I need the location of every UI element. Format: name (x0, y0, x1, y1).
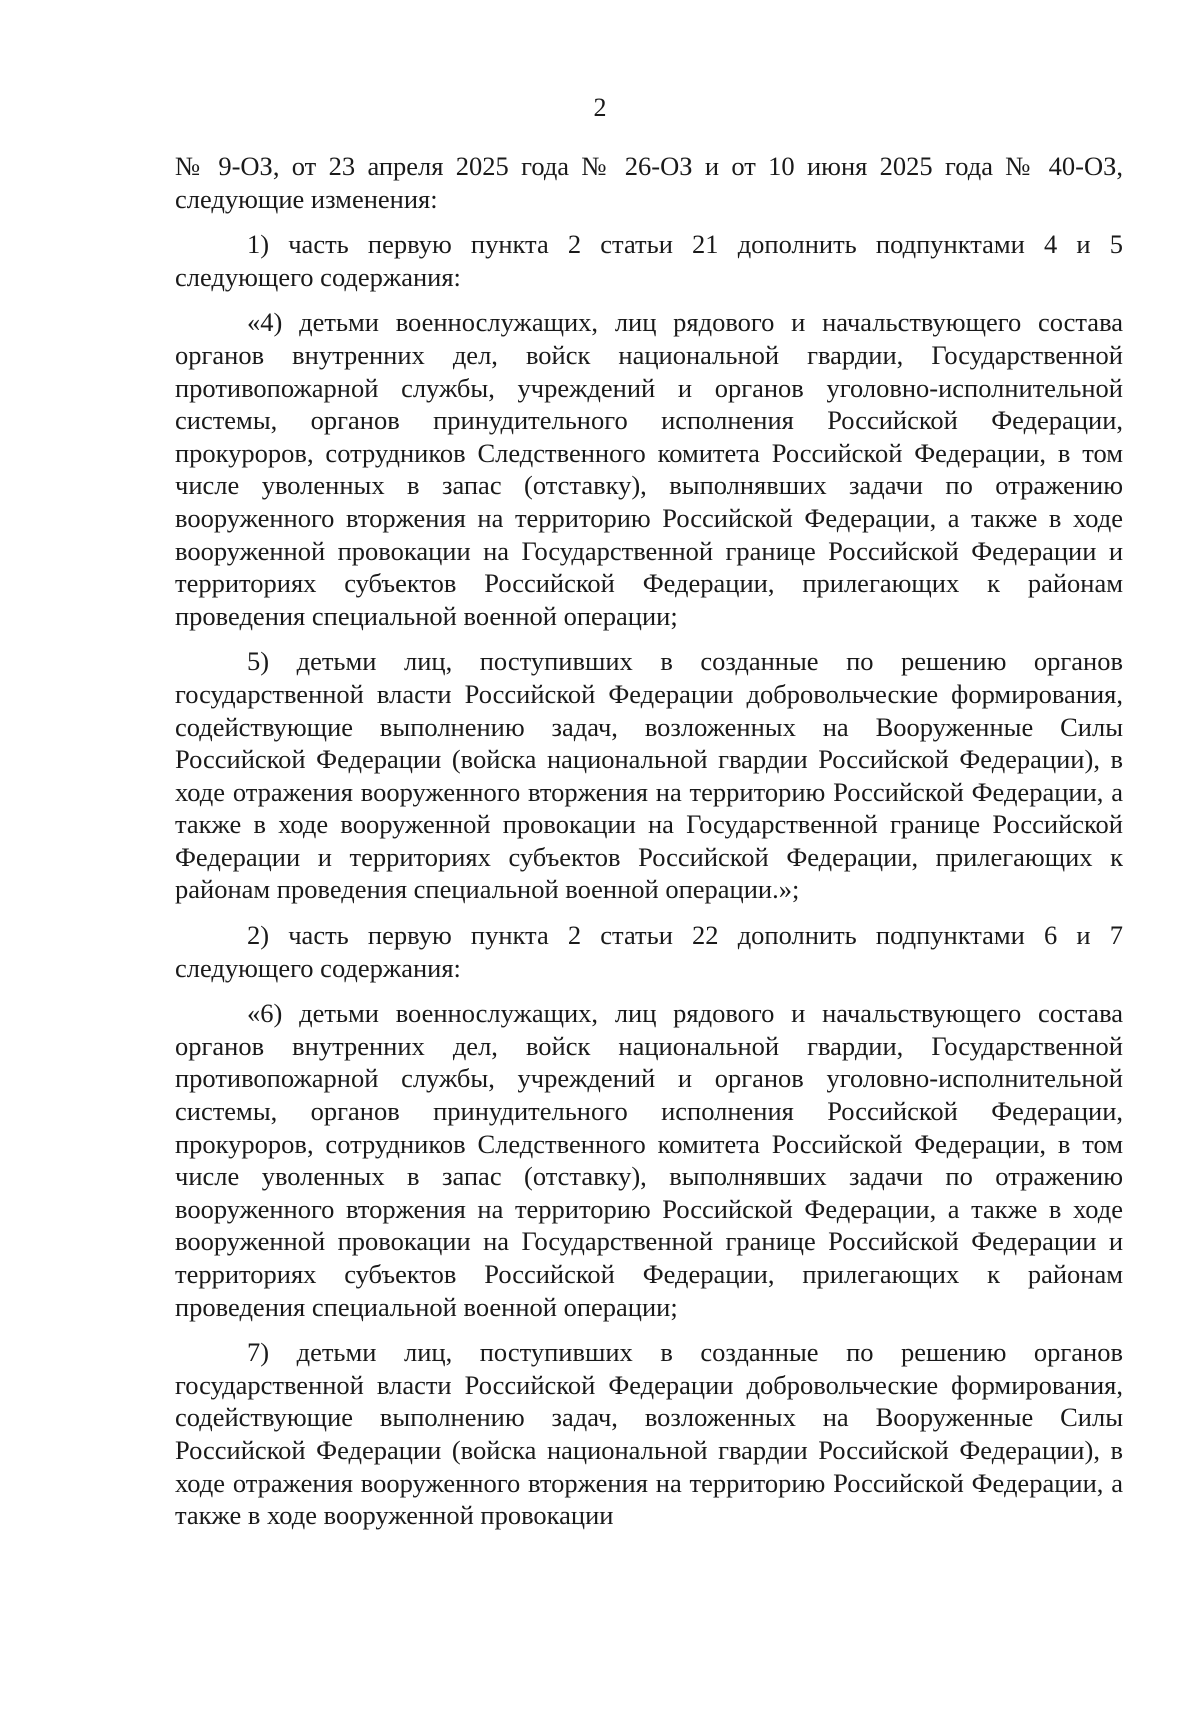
page-number: 2 (593, 93, 607, 122)
paragraph-item-2: 2) часть первую пункта 2 статьи 22 дополнить подпунктами 6 и 7 следующего содержания: (175, 920, 1123, 983)
paragraph-subitem-4: «4) детьми военнослужащих, лиц рядового и начальствующего состава органов внутренних дел, войск национальной гвардии, Государственной противопожарной службы, учреждений и органов уголовно-исполнительной системы, органов принудительного исполнения Российской Федерации, прокуроров, сотрудников Следственного комитета Российской Федерации, в том числе уволенных в запас (отставку), выполнявших задачи по отражению вооруженного вторжения на территорию Российской Федерации, а также в ходе вооруженной провокации на Государственной границе Российской Федерации и территориях субъектов Российской Федерации, прилегающих к районам проведения специальной военной операции; (175, 307, 1123, 631)
paragraph-continuation: № 9-ОЗ, от 23 апреля 2025 года № 26-ОЗ и от 10 июня 2025 года № 40-ОЗ, следующие изменения: (175, 151, 1123, 214)
paragraph-subitem-5: 5) детьми лиц, поступивших в созданные по решению органов государственной власти Российской Федерации добровольческие формирования, содействующие выполнению задач, возложенных на Вооруженные Силы Российской Федерации (войска национальной гвардии Российской Федерации), в ходе отражения вооруженного вторжения на территорию Российской Федерации, а также в ходе вооруженной провокации на Государственной границе Российской Федерации и территориях субъектов Российской Федерации, прилегающих к районам проведения специальной военной операции.»; (175, 646, 1123, 905)
paragraph-subitem-6: «6) детьми военнослужащих, лиц рядового и начальствующего состава органов внутренних дел, войск национальной гвардии, Государственной противопожарной службы, учреждений и органов уголовно-исполнительной системы, органов принудительного исполнения Российской Федерации, прокуроров, сотрудников Следственного комитета Российской Федерации, в том числе уволенных в запас (отставку), выполнявших задачи по отражению вооруженного вторжения на территорию Российской Федерации, а также в ходе вооруженной провокации на Государственной границе Российской Федерации и территориях субъектов Российской Федерации, прилегающих к районам проведения специальной военной операции; (175, 998, 1123, 1322)
paragraph-subitem-7: 7) детьми лиц, поступивших в созданные по решению органов государственной власти Российской Федерации добровольческие формирования, содействующие выполнению задач, возложенных на Вооруженные Силы Российской Федерации (войска национальной гвардии Российской Федерации), в ходе отражения вооруженного вторжения на территорию Российской Федерации, а также в ходе вооруженной провокации (175, 1337, 1123, 1531)
paragraph-item-1: 1) часть первую пункта 2 статьи 21 дополнить подпунктами 4 и 5 следующего содержания: (175, 229, 1123, 292)
document-body (175, 150, 1123, 1532)
